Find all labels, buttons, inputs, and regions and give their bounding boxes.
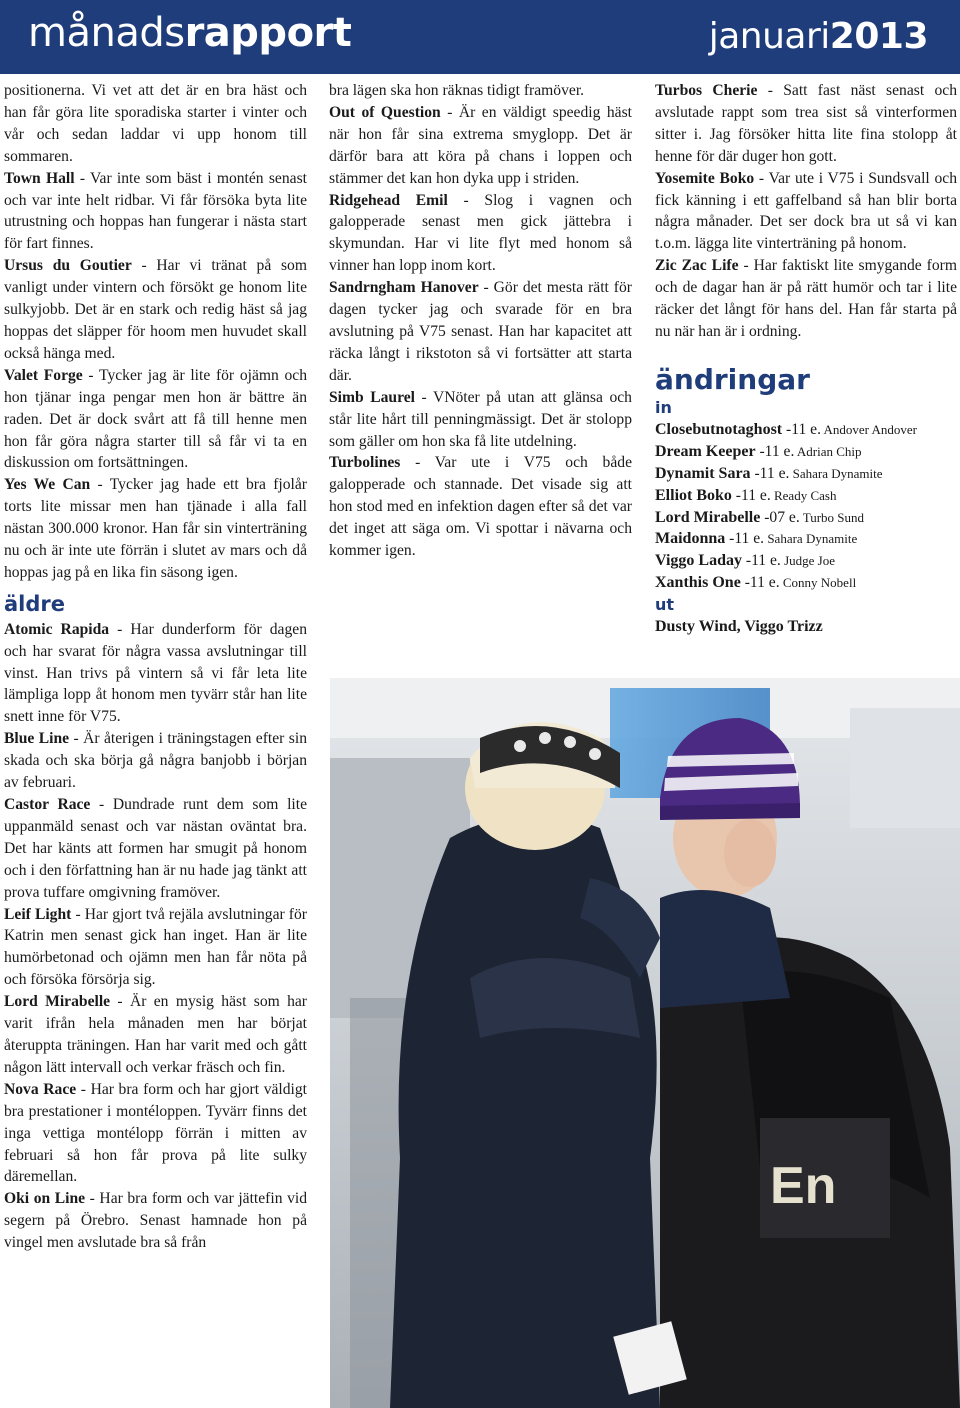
horse-text: - Satt fast näst senast och avslutade rappt som trea sist så vinterformen sitter i. Jag försöker hitta lite fina stolopp åt henne för där duger hon gott. xyxy=(655,82,957,165)
change-age: -11 e. xyxy=(741,552,781,570)
horse-name: Simb Laurel xyxy=(329,388,415,406)
change-pedigree: Ready Cash xyxy=(770,487,837,503)
paragraph xyxy=(4,80,307,168)
horse-name: Valet Forge xyxy=(4,366,83,384)
change-horse-name: Elliot Boko xyxy=(655,486,732,504)
issue-month: januari xyxy=(708,16,830,57)
horse-name: Blue Line xyxy=(4,730,70,748)
horse-name: Castor Race xyxy=(4,796,91,813)
horse-text: - Har dunderform för dagen och har svarat för några vassa avslutningar till vinst. Han trivs på vintern så vi får leta lite lämpliga lopp åt honom men tyvärr står han lite snett inne för V75. xyxy=(4,620,307,726)
issue-year: 2013 xyxy=(829,16,928,57)
paragraph-text: positionerna. Vi vet att det är en bra häst och han får göra lite sporadiska starter i vinter och vår och sedan laddar vi upp honom till sommaren. xyxy=(4,82,307,165)
change-age: -11 e. xyxy=(750,464,790,482)
change-age: -11 e. xyxy=(740,574,780,592)
issue-date xyxy=(709,16,928,57)
photo-illustration xyxy=(330,678,960,1408)
horse-text: - Har bra form och var jättefin vid segern på Örebro. Senast hamnade hon på vingel men avslutade bra så från xyxy=(4,1190,307,1252)
horse-name: Ridgehead Emil xyxy=(329,191,448,209)
horse-entry xyxy=(655,80,957,168)
paragraph-text: bra lägen ska hon räknas tidigt framöver. xyxy=(329,82,585,99)
horse-name: Out of Question xyxy=(329,103,441,121)
change-row xyxy=(655,572,957,594)
change-pedigree: Conny Nobell xyxy=(779,575,857,591)
change-pedigree: Adrian Chip xyxy=(794,443,862,459)
change-pedigree: Andover Andover xyxy=(820,421,918,437)
change-row xyxy=(655,463,957,485)
horse-entry xyxy=(4,904,307,992)
changes-in-label: in xyxy=(655,397,672,417)
horse-entry xyxy=(329,102,632,190)
horse-entry xyxy=(4,991,307,1079)
horse-name: Oki on Line xyxy=(4,1190,86,1208)
column-3 xyxy=(655,80,957,638)
horse-name: Atomic Rapida xyxy=(4,620,110,638)
horse-text: - Har gjort två rejäla avslutningar för Katrin men senast gick han inget. Han är lite humörbetonad och ojämn men han får nöta på och försöka försörja sig. xyxy=(4,905,307,989)
horse-entry xyxy=(4,728,307,794)
paragraph xyxy=(329,80,632,102)
publication-title xyxy=(28,10,351,56)
horse-text: - Är återigen i träningstagen efter sin skada och ska börja gå några banjobb i början av februari. xyxy=(4,730,307,792)
change-horse-name: Maidonna xyxy=(655,530,726,548)
change-age: -11 e. xyxy=(782,420,821,438)
horse-name: Leif Light xyxy=(4,905,72,923)
column-1 xyxy=(4,80,307,1254)
horse-name: Nova Race xyxy=(4,1080,77,1098)
change-horse-name: Xanthis One xyxy=(655,574,741,592)
change-row xyxy=(655,550,957,572)
horse-entry xyxy=(329,452,632,562)
horse-name: Town Hall xyxy=(4,169,75,187)
horse-text: - Dundrade runt dem som lite uppanmäld senast och var nästan oväntat bra. Det har känts att formen har smugit på honom och i den författning han är nu hade jag tänkt att prova tuffare omgivning framöver. xyxy=(4,796,307,901)
changes-out-names: Dusty Wind, Viggo Trizz xyxy=(655,618,823,636)
horse-name: Lord Mirabelle xyxy=(4,993,111,1011)
horse-entry xyxy=(4,619,307,729)
change-row xyxy=(655,507,957,529)
horse-name: Turbos Cherie xyxy=(655,82,758,99)
change-age: -07 e. xyxy=(760,508,800,526)
jacket-lettering: En xyxy=(770,1157,837,1215)
horse-text: - Är en mysig häst som har varit ifrån hela månaden men har börjat återuppta träningen. Han har varit med och gått någon lätt intervall och verkar fräsch och fin. xyxy=(4,993,308,1076)
change-age: -11 e. xyxy=(731,486,771,504)
masthead-bar xyxy=(0,0,960,74)
horse-text: - Tycker jag är lite för ojämn och hon tjänar inga pengar men hon är bättre än raden. Det är dock svårt att få till henne men hon får göra några starter till så får vi ta en diskussion om fortsättningen. xyxy=(4,366,308,472)
horse-name: Sandrngham Hanover xyxy=(329,279,479,297)
photo-two-women-at-racetrack xyxy=(330,678,960,1408)
horse-entry xyxy=(4,794,307,904)
change-pedigree: Sahara Dynamite xyxy=(764,531,858,547)
change-pedigree: Judge Joe xyxy=(780,553,835,569)
horse-text: - VNöter på utan att glänsa och står lite hårt till penningmässigt. Det är stolopp som gäller om hon ska få lite utdelning. xyxy=(329,388,632,450)
change-row xyxy=(655,441,957,463)
horse-text: - Är en väldigt speedig häst när hon får sina extrema smyglopp. Det är därför bara att köra på chans i loppen och stämmer det kan hon dyka upp i striden. xyxy=(329,103,632,187)
horse-text: - Har bra form och har gjort väldigt bra prestationer i montéloppen. Tyvärr finns det inga vettiga montélopp förrän i mitten av februari så hon får prova på lite sulky däremellan. xyxy=(4,1080,308,1186)
title-bold: rapport xyxy=(184,10,352,56)
horse-entry xyxy=(329,387,632,453)
horse-text: - Har vi tränat på som vanligt under vintern och försökt ge honom lite sulkyjobb. Det är en stark och redig häst så jag hoppas det släpper för hoom men huvudet skall också hänga med. xyxy=(4,257,307,362)
horse-text: - Slog i vagnen och galopperade senast men gick jättebra i skymundan. Har vi lite flyt med honom så vinner han lopp inom kort. xyxy=(329,191,632,275)
horse-entry xyxy=(4,168,307,256)
horse-name: Ursus du Goutier xyxy=(4,257,132,275)
horse-entry xyxy=(329,277,632,387)
change-pedigree: Sahara Dynamite xyxy=(789,465,883,481)
horse-name: Turbolines xyxy=(329,454,401,472)
horse-entry xyxy=(655,168,957,256)
horse-text: - Var ute i V75 i Sundsvall och fick känning i ett gaffelband så han blir borta några månader. Det ser dock bra ut så vi kan t.o.m. lägga lite vinterträning på honom. xyxy=(655,169,957,253)
change-horse-name: Dynamit Sara xyxy=(655,464,751,482)
horse-entry xyxy=(655,255,957,343)
horse-entry xyxy=(329,190,632,278)
change-pedigree: Turbo Sund xyxy=(799,509,865,525)
horse-text: - Var inte som bäst i montén senast och var inte helt ridbar. Vi får försöka byta lite utrustning och hoppas han fungerar i nästa start för fart finnes. xyxy=(4,169,307,253)
change-age: -11 e. xyxy=(755,442,795,460)
horse-entry xyxy=(4,1079,307,1189)
column-2 xyxy=(329,80,632,562)
horse-text: - Tycker jag hade ett bra fjolår torts lite missar men han tjänade i alla fall nästan 300.000 kronor. Han får sin vinterträning nu och är inte ute förrän i slutet av mars och då hoppas jag på en lika fin säsong igen. xyxy=(4,476,307,581)
change-horse-name: Dream Keeper xyxy=(655,442,756,460)
horse-text: - Var ute i V75 och både galopperade och stannade. Det visade sig att hon stod med en infektion dagen efter så det var det inget att säga om. Vi spottar i nävarna och kommer igen. xyxy=(329,454,632,560)
change-horse-name: Lord Mirabelle xyxy=(655,508,761,526)
changes-out-list xyxy=(655,616,957,638)
horse-text: - Har faktiskt lite smygande form och de dagar han är på rätt humör och tar i lite räcker det långt för hans del. Han får starta på nu när han är i ordning. xyxy=(655,257,957,340)
change-row xyxy=(655,485,957,507)
section-heading-changes: ändringar xyxy=(655,362,810,396)
change-row xyxy=(655,528,957,550)
horse-entry xyxy=(4,474,307,584)
horse-entry xyxy=(4,1188,307,1254)
change-horse-name: Closebutnotaghost xyxy=(655,420,783,438)
changes-out-label: ut xyxy=(655,595,675,615)
change-row xyxy=(655,419,957,441)
horse-name: Yes We Can xyxy=(4,476,91,494)
changes-in-list xyxy=(655,419,957,594)
horse-text: - Gör det mesta rätt för dagen tycker jag och svarade för en bra avslutning på V75 senast. Han har kapacitet att räcka långt i rikstoton så vi fortsätter att starta där. xyxy=(329,279,632,384)
change-horse-name: Viggo Laday xyxy=(655,552,742,570)
title-plain: månads xyxy=(28,10,185,56)
horse-entry xyxy=(4,365,307,475)
horse-name: Zic Zac Life xyxy=(655,257,739,275)
horse-entry xyxy=(4,255,307,365)
change-age: -11 e. xyxy=(725,530,765,548)
horse-name: Yosemite Boko xyxy=(655,169,755,187)
section-heading-older: äldre xyxy=(4,591,66,616)
